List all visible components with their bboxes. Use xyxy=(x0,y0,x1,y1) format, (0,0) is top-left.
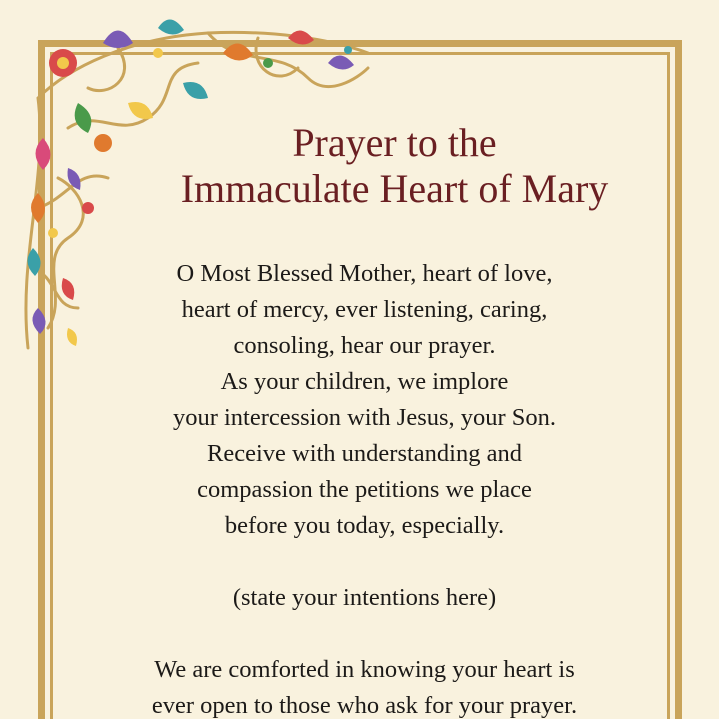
prayer-line: As your children, we implore xyxy=(220,368,509,395)
title-line-2: Immaculate Heart of Mary xyxy=(180,166,609,211)
prayer-body xyxy=(60,256,669,719)
closing-line: We are comforted in knowing your heart is xyxy=(154,656,575,683)
closing-paragraph xyxy=(60,652,669,719)
prayer-paragraph xyxy=(60,256,669,544)
title-line-1: Prayer to the xyxy=(292,120,497,165)
intention-text: (state your intentions here) xyxy=(232,584,497,611)
prayer-line: consoling, hear our prayer. xyxy=(233,332,496,359)
prayer-line: Receive with understanding and xyxy=(206,440,522,467)
intention-line xyxy=(60,580,669,616)
prayer-line: heart of mercy, ever listening, caring, xyxy=(181,296,548,323)
closing-line: ever open to those who ask for your prayer. xyxy=(151,692,578,719)
prayer-title xyxy=(70,120,719,212)
prayer-line: compassion the petitions we place xyxy=(197,476,532,503)
prayer-line: O Most Blessed Mother, heart of love, xyxy=(176,260,553,287)
prayer-line: your intercession with Jesus, your Son. xyxy=(172,404,557,431)
prayer-line: before you today, especially. xyxy=(224,512,505,539)
